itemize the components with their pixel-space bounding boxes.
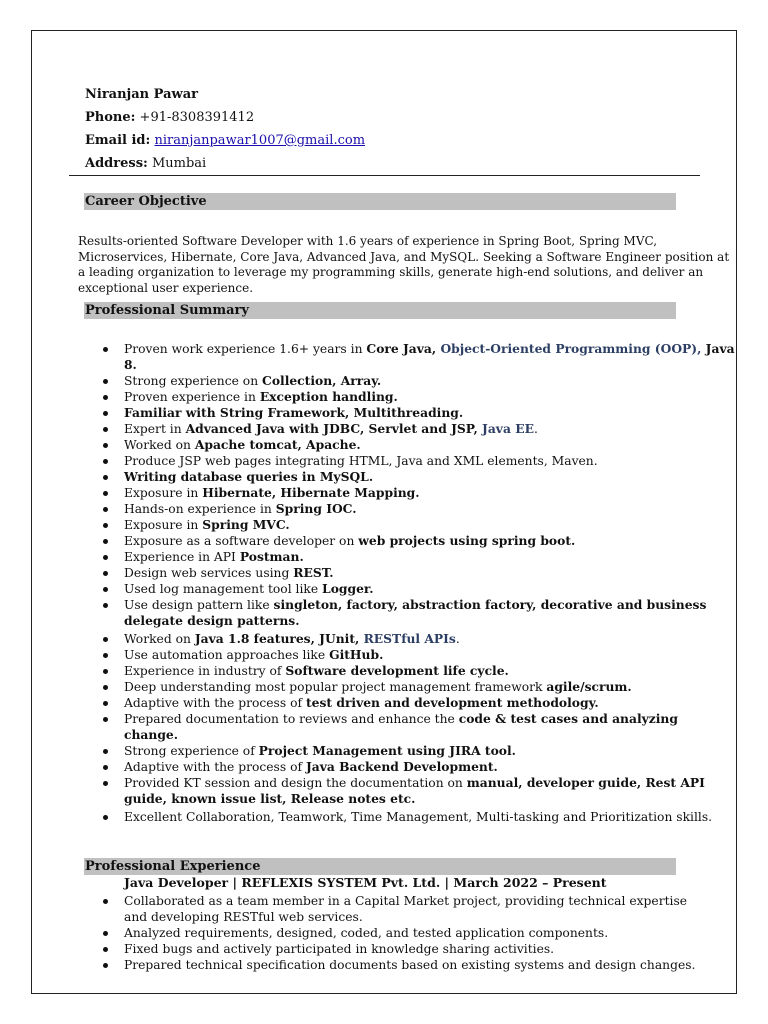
- bullet-dot-icon: [103, 347, 108, 352]
- address-value: Mumbai: [147, 156, 207, 171]
- bullet-dot-icon: [103, 491, 108, 496]
- summary-bold: GitHub.: [329, 647, 384, 662]
- header-divider: [69, 175, 700, 176]
- bullet-dot-icon: [103, 765, 108, 770]
- summary-item: [0, 775, 736, 807]
- bullet-dot-icon: [103, 395, 108, 400]
- summary-bold: manual, developer guide, Rest API guide, known issue list, Release notes etc.: [124, 775, 705, 806]
- bullet-dot-icon: [103, 781, 108, 786]
- bullet-dot-icon: [103, 685, 108, 690]
- bullet-dot-icon: [103, 507, 108, 512]
- bullet-dot-icon: [103, 899, 108, 904]
- summary-item: [0, 743, 736, 759]
- summary-text: Prepared documentation to reviews and enhance the: [124, 712, 459, 726]
- summary-item: [0, 565, 736, 581]
- summary-item: [0, 549, 736, 565]
- summary-item: [0, 437, 736, 453]
- summary-text: Deep understanding most popular project management framework: [124, 680, 547, 694]
- section-professional-experience: Professional Experience: [84, 858, 676, 875]
- summary-text: Adaptive with the process of: [124, 760, 306, 774]
- summary-text: Worked on: [124, 438, 195, 452]
- bullet-dot-icon: [103, 587, 108, 592]
- summary-text: Produce JSP web pages integrating HTML, Java and XML elements, Maven.: [124, 454, 598, 468]
- summary-item: [0, 679, 736, 695]
- summary-bold: Java Backend Development.: [305, 759, 498, 774]
- bullet-dot-icon: [103, 603, 108, 608]
- bullet-dot-icon: [103, 459, 108, 464]
- summary-item: [0, 501, 736, 517]
- summary-item: [0, 647, 736, 663]
- summary-item: [0, 631, 736, 647]
- summary-text: Strong experience on: [124, 374, 263, 388]
- summary-bold: test driven and development methodology.: [305, 695, 599, 710]
- summary-bold: Spring MVC.: [202, 517, 290, 532]
- bullet-dot-icon: [103, 815, 108, 820]
- summary-text: Exposure in: [124, 486, 203, 500]
- summary-item: [0, 453, 736, 469]
- summary-bold: singleton, factory, abstraction factory, decorative and business delegate design patterns.: [124, 597, 707, 628]
- summary-item: [0, 581, 736, 597]
- job-item: [0, 957, 736, 973]
- bullet-dot-icon: [103, 571, 108, 576]
- email-label: Email id:: [85, 133, 151, 148]
- summary-bold: Spring IOC.: [275, 501, 357, 516]
- summary-highlight: Java EE: [477, 421, 534, 436]
- summary-text: Expert in: [124, 422, 186, 436]
- summary-item: [0, 421, 736, 437]
- summary-item: [0, 517, 736, 533]
- bullet-dot-icon: [103, 411, 108, 416]
- summary-text: Experience in API: [124, 550, 240, 564]
- summary-item: [0, 695, 736, 711]
- summary-text: Hands-on experience in: [124, 502, 276, 516]
- summary-bold: web projects using spring boot.: [358, 533, 576, 548]
- summary-text: Provided KT session and design the documentation on: [124, 776, 467, 790]
- summary-bold: Advanced Java with JDBC, Servlet and JSP,: [185, 421, 478, 436]
- summary-bold: Writing database queries in MySQL.: [124, 469, 374, 484]
- summary-text: Use automation approaches like: [124, 648, 330, 662]
- bullet-dot-icon: [103, 379, 108, 384]
- summary-text: .: [533, 422, 538, 436]
- summary-bold: Collection, Array.: [262, 373, 382, 388]
- bullet-dot-icon: [103, 443, 108, 448]
- summary-text: Used log management tool like: [124, 582, 323, 596]
- summary-item: [0, 485, 736, 501]
- summary-item: [0, 373, 736, 389]
- summary-item: [0, 469, 736, 485]
- summary-text: Excellent Collaboration, Teamwork, Time Management, Multi-tasking and Prioritization skills.: [124, 810, 713, 824]
- summary-text: Use design pattern like: [124, 598, 274, 612]
- summary-highlight: RESTful APIs: [359, 631, 456, 646]
- job-text: Analyzed requirements, designed, coded, and tested application components.: [124, 926, 609, 940]
- summary-text: Experience in industry of: [124, 664, 286, 678]
- objective-text: Results-oriented Software Developer with 1.6 years of experience in Spring Boot, Spring MVC, Microservices, Hibernate, Core Java, Advanced Java, and MySQL. Seeking a Software Engineer position at a leading organization to leverage my programming skills, generate high-end solutions, and deliver an exceptional user experience.: [78, 234, 730, 295]
- summary-item: [0, 663, 736, 679]
- summary-text: Adaptive with the process of: [124, 696, 306, 710]
- summary-bold: Hibernate, Hibernate Mapping.: [202, 485, 420, 500]
- bullet-dot-icon: [103, 931, 108, 936]
- bullet-dot-icon: [103, 427, 108, 432]
- summary-item: [0, 597, 736, 629]
- phone-value: +91-8308391412: [135, 110, 255, 125]
- section-professional-summary: Professional Summary: [84, 302, 676, 319]
- bullet-dot-icon: [103, 539, 108, 544]
- phone-line: [85, 109, 254, 127]
- bullet-dot-icon: [103, 637, 108, 642]
- email-line: [85, 132, 365, 150]
- address-line: [85, 155, 206, 173]
- bullet-dot-icon: [103, 555, 108, 560]
- summary-bold: Postman.: [239, 549, 304, 564]
- phone-label: Phone:: [85, 110, 136, 125]
- job-item: [0, 893, 736, 925]
- summary-text: Exposure in: [124, 518, 203, 532]
- summary-bold: Logger.: [322, 581, 374, 596]
- summary-item: [0, 759, 736, 775]
- bullet-dot-icon: [103, 749, 108, 754]
- summary-text: Design web services using: [124, 566, 294, 580]
- summary-bold: agile/scrum.: [546, 679, 632, 694]
- bullet-dot-icon: [103, 963, 108, 968]
- summary-bold: Core Java,: [366, 341, 437, 356]
- summary-text: .: [455, 632, 460, 646]
- summary-bold: Java 1.8 features, JUnit,: [194, 631, 360, 646]
- bullet-dot-icon: [103, 717, 108, 722]
- summary-item: [0, 533, 736, 549]
- address-label: Address:: [85, 156, 148, 171]
- summary-item: [0, 389, 736, 405]
- job-text: Prepared technical specification documents based on existing systems and design changes.: [124, 958, 696, 972]
- bullet-dot-icon: [103, 669, 108, 674]
- summary-item: [0, 341, 736, 373]
- summary-bold: Apache tomcat, Apache.: [194, 437, 361, 452]
- summary-bold: Software development life cycle.: [285, 663, 509, 678]
- summary-list: [0, 341, 736, 825]
- summary-bold: Project Management using JIRA tool.: [258, 743, 516, 758]
- job-text: Fixed bugs and actively participated in knowledge sharing activities.: [124, 942, 555, 956]
- summary-item: [0, 809, 736, 825]
- summary-bold: code & test cases and analyzing change.: [124, 711, 678, 742]
- job-item: [0, 941, 736, 957]
- summary-bold: Familiar with String Framework, Multithreading.: [124, 405, 464, 420]
- job-item: [0, 925, 736, 941]
- summary-text: Strong experience of: [124, 744, 259, 758]
- summary-bold: REST.: [293, 565, 334, 580]
- summary-text: Proven work experience 1.6+ years in: [124, 342, 367, 356]
- candidate-name: Niranjan Pawar: [85, 87, 198, 102]
- summary-text: Proven experience in: [124, 390, 260, 404]
- email-link[interactable]: niranjanpawar1007@gmail.com: [154, 133, 366, 148]
- summary-text: Worked on: [124, 632, 195, 646]
- summary-item: [0, 711, 736, 743]
- bullet-dot-icon: [103, 523, 108, 528]
- summary-text: Exposure as a software developer on: [124, 534, 359, 548]
- job-text: Collaborated as a team member in a Capital Market project, providing technical expertise and developing RESTful web services.: [124, 894, 688, 924]
- summary-bold: Java 8.: [124, 341, 735, 372]
- summary-item: [0, 405, 736, 421]
- summary-bold: Exception handling.: [259, 389, 398, 404]
- bullet-dot-icon: [103, 701, 108, 706]
- summary-highlight: Object-Oriented Programming (OOP),: [436, 341, 702, 356]
- section-career-objective: Career Objective: [84, 193, 676, 210]
- bullet-dot-icon: [103, 653, 108, 658]
- bullet-dot-icon: [103, 947, 108, 952]
- job-title: Java Developer | REFLEXIS SYSTEM Pvt. Ltd. | March 2022 – Present: [124, 875, 607, 890]
- job-bullet-list: [0, 893, 736, 973]
- bullet-dot-icon: [103, 475, 108, 480]
